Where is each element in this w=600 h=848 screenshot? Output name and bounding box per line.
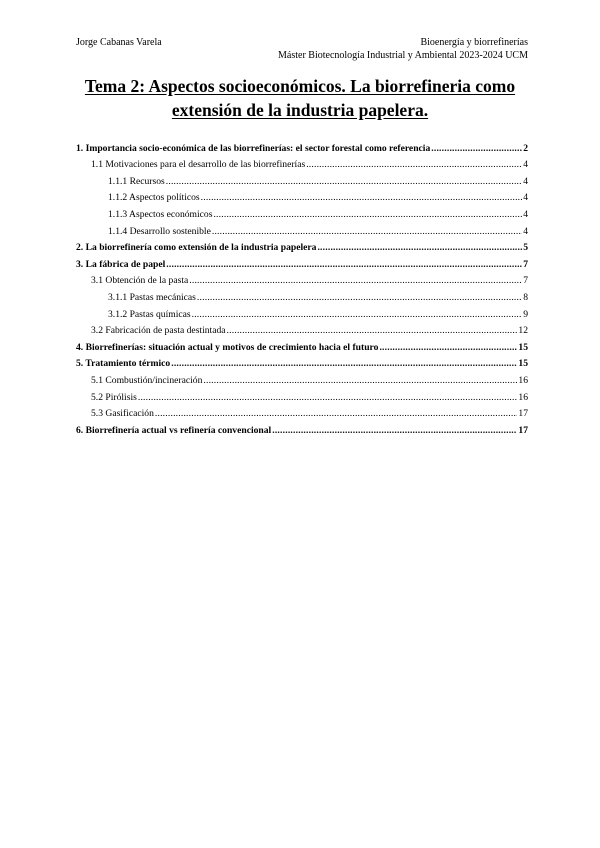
toc-entry-page-number: 7 — [523, 275, 528, 287]
toc-entry-page-number: 16 — [518, 391, 528, 403]
toc-entry[interactable] — [76, 253, 528, 270]
header-author: Jorge Cabanas Varela — [76, 37, 162, 48]
toc-entry-label: 5.2 Pirólisis — [91, 391, 137, 403]
toc-dot-leader — [212, 226, 522, 237]
toc-dot-leader — [272, 425, 517, 436]
toc-entry[interactable] — [76, 220, 528, 237]
toc-entry-page-number: 5 — [523, 242, 528, 254]
toc-entry-label: 3.2 Fabricación de pasta destintada — [91, 325, 226, 337]
toc-entry-page-number: 15 — [518, 341, 528, 353]
toc-entry[interactable] — [76, 419, 528, 436]
toc-entry-page-number: 17 — [518, 424, 528, 436]
toc-dot-leader — [166, 176, 522, 187]
toc-dot-leader — [213, 209, 522, 220]
toc-dot-leader — [203, 375, 517, 386]
toc-entry-label: 1.1.1 Recursos — [108, 175, 165, 187]
toc-dot-leader — [171, 358, 517, 369]
toc-entry-page-number: 16 — [518, 374, 528, 386]
toc-entry[interactable] — [76, 203, 528, 220]
toc-entry-label: 1.1 Motivaciones para el desarrollo de las biorrefinerías — [91, 159, 306, 171]
toc-entry[interactable] — [76, 270, 528, 287]
header-program: Máster Biotecnología Industrial y Ambiental 2023-2024 UCM — [278, 50, 528, 61]
toc-entry[interactable] — [76, 170, 528, 187]
toc-entry[interactable] — [76, 303, 528, 320]
toc-entry-label: 1.1.2 Aspectos políticos — [108, 192, 200, 204]
toc-dot-leader — [379, 342, 517, 353]
toc-entry-label: 1.1.3 Aspectos económicos — [108, 208, 213, 220]
toc-entry-page-number: 17 — [518, 408, 528, 420]
document-title-line-2: extensión de la industria papelera. — [171, 100, 429, 120]
toc-entry-page-number: 7 — [523, 258, 528, 270]
toc-entry-label: 3.1 Obtención de la pasta — [91, 275, 189, 287]
toc-entry[interactable] — [76, 154, 528, 171]
toc-entry[interactable] — [76, 137, 528, 154]
toc-entry-page-number: 2 — [523, 142, 528, 154]
toc-dot-leader — [431, 143, 522, 154]
toc-entry[interactable] — [76, 386, 528, 403]
toc-entry-page-number: 9 — [523, 308, 528, 320]
toc-entry-label: 3.1.1 Pastas mecánicas — [108, 291, 196, 303]
toc-entry-label: 1.1.4 Desarrollo sostenible — [108, 225, 211, 237]
document-title — [60, 74, 540, 122]
toc-dot-leader — [227, 325, 518, 336]
toc-dot-leader — [197, 292, 522, 303]
table-of-contents — [76, 137, 528, 436]
toc-entry-page-number: 4 — [523, 159, 528, 171]
toc-dot-leader — [189, 275, 522, 286]
toc-dot-leader — [138, 392, 518, 403]
toc-entry[interactable] — [76, 353, 528, 370]
toc-entry-page-number: 4 — [523, 208, 528, 220]
toc-entry-page-number: 4 — [523, 192, 528, 204]
toc-dot-leader — [192, 309, 523, 320]
toc-dot-leader — [201, 192, 523, 203]
toc-entry-label: 5.1 Combustión/incineración — [91, 374, 203, 386]
toc-dot-leader — [317, 242, 522, 253]
toc-entry[interactable] — [76, 336, 528, 353]
toc-entry[interactable] — [76, 237, 528, 254]
toc-entry-label: 5.3 Gasificación — [91, 408, 154, 420]
toc-entry-page-number: 4 — [523, 225, 528, 237]
toc-entry-label: 4. Biorrefinerías: situación actual y motivos de crecimiento hacia el futuro — [76, 341, 379, 353]
toc-entry-label: 5. Tratamiento térmico — [76, 358, 171, 370]
toc-dot-leader — [155, 408, 518, 419]
toc-entry-label: 6. Biorrefinería actual vs refinería convencional — [76, 424, 272, 436]
toc-dot-leader — [306, 159, 522, 170]
toc-entry[interactable] — [76, 320, 528, 337]
toc-entry-page-number: 15 — [518, 358, 528, 370]
header-course-info — [278, 36, 528, 62]
toc-entry-page-number: 4 — [523, 175, 528, 187]
toc-entry[interactable] — [76, 286, 528, 303]
toc-entry-label: 2. La biorrefinería como extensión de la industria papelera — [76, 242, 317, 254]
toc-entry-label: 3. La fábrica de papel — [76, 258, 166, 270]
toc-entry-label: 1. Importancia socio-económica de las biorrefinerías: el sector forestal como referencia — [76, 142, 431, 154]
toc-entry-page-number: 12 — [518, 325, 528, 337]
header-subject: Bioenergía y biorrefinerías — [420, 37, 528, 48]
toc-entry[interactable] — [76, 187, 528, 204]
document-title-line-1: Tema 2: Aspectos socioeconómicos. La biorrefineria como — [84, 76, 516, 96]
toc-entry-label: 3.1.2 Pastas químicas — [108, 308, 191, 320]
toc-entry-page-number: 8 — [523, 291, 528, 303]
toc-dot-leader — [166, 259, 522, 270]
toc-entry[interactable] — [76, 369, 528, 386]
toc-entry[interactable] — [76, 403, 528, 420]
